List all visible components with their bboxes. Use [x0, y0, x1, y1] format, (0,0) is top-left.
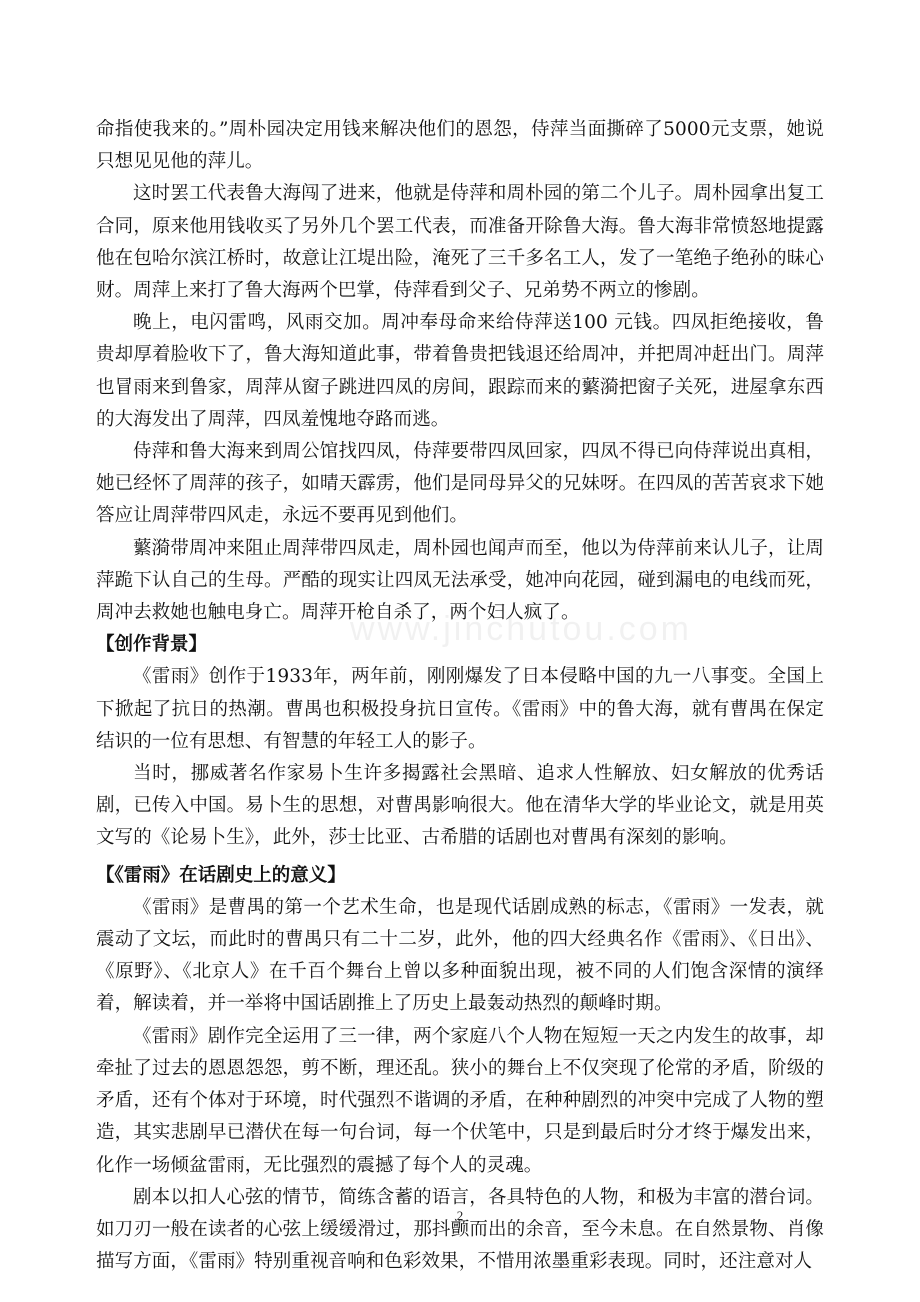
paragraph-strike-scene: 这时罢工代表鲁大海闯了进来，他就是侍萍和周朴园的第二个儿子。周朴园拿出复工合同，原来他用钱收买了另外几个罢工代表，而准备开除鲁大海。鲁大海非常愤怒地提露他在包哈尔滨江桥时，故意让江堤出险，淹死了三千多名工人，发了一笔绝子绝孙的昧心财。周萍上来打了鲁大海两个巴掌，侍萍看到父子、兄弟势不两立的惨剧。 [96, 183, 824, 302]
section-heading-background: 【创作背景】 [96, 634, 208, 656]
paragraph-storm-night: 晚上，电闪雷鸣，风雨交加。周冲奉母命来给侍萍送100 元钱。四凤拒绝接收，鲁贵却厚着脸收下了，鲁大海知道此事，带着鲁贵把钱退还给周冲，并把周冲赶出门。周萍也冒雨来到鲁家，周萍从窗子跳进四凤的房间，跟踪而来的蘩漪把窗子关死，进屋拿东西的大海发出了周萍，四凤羞愧地夺路而逃。 [96, 312, 824, 430]
document-page [96, 114, 824, 1278]
paragraph-significance-1: 《雷雨》是曹禺的第一个艺术生命，也是现代话剧成熟的标志，《雷雨》一发表，就震动了文坛，而此时的曹禺只有二十二岁，此外，他的四大经典名作《雷雨》、《日出》、《原野》、《北京人》在千百个舞台上曾以多种面貌出现，被不同的人们饱含深情的演绎着，解读着，并一举将中国话剧推上了历史上最轰动热烈的颠峰时期。 [96, 896, 824, 1015]
paragraph-background-2: 当时，挪威著名作家易卜生许多揭露社会黑暗、追求人性解放、妇女解放的优秀话剧，已传入中国。易卜生的思想，对曹禺影响很大。他在清华大学的毕业论文，就是用英文写的《论易卜生》，此外，莎士比亚、古希腊的话剧也对曹禺有深刻的影响。 [96, 763, 824, 849]
paragraph-significance-3: 剧本以扣人心弦的情节，简练含蓄的语言，各具特色的人物，和极为丰富的潜台词。如刀刃一般在读者的心弦上缓缓滑过，那抖颤而出的余音，至今未息。在自然景物、肖像描写方面，《雷雨》特别重视音响和色彩效果，不惜用浓墨重彩表现。同时，还注意对人 [96, 1186, 824, 1273]
paragraph-continuation: 命指使我来的。”周朴园决定用钱来解决他们的恩怨，侍萍当面撕碎了5000元支票，她说只想见见他的萍儿。 [96, 119, 824, 173]
paragraph-background-1: 《雷雨》创作于1933年，两年前，刚刚爆发了日本侵略中国的九一八事变。全国上下掀起了抗日的热潮。曹禺也积极投身抗日宣传。《雷雨》中的鲁大海，就有曹禺在保定结识的一位有思想、有智慧的年轻工人的影子。 [96, 666, 824, 752]
paragraph-tragedy-ending: 蘩漪带周冲来阻止周萍带四凤走，周朴园也闻声而至，他以为侍萍前来认儿子，让周萍跪下认自己的生母。严酷的现实让四凤无法承受，她冲向花园，碰到漏电的电线而死，周冲去救她也触电身亡。周萍开枪自杀了，两个妇人疯了。 [96, 537, 824, 624]
paragraph-truth-revealed: 侍萍和鲁大海来到周公馆找四凤，侍萍要带四凤回家，四凤不得已向侍萍说出真相，她已经怀了周萍的孩子，如晴天霹雳，他们是同母异父的兄妹呀。在四凤的苦苦哀求下她答应让周萍带四风走，永远不要再见到他们。 [96, 441, 824, 527]
section-heading-significance: 【《雷雨》在话剧史上的意义】 [96, 864, 346, 886]
page-number: 2 [456, 1208, 464, 1223]
paragraph-significance-2: 《雷雨》剧作完全运用了三一律，两个家庭八个人物在短短一天之内发生的故事，却牵扯了过去的恩恩怨怨，剪不断，理还乱。狭小的舞台上不仅突现了伦常的矛盾，阶级的矛盾，还有个体对于环境，时代强烈不谐调的矛盾，在种种剧烈的冲突中完成了人物的塑造，其实悲剧早已潜伏在每一句台词，每一个伏笔中，只是到最后时分才终于爆发出来，化作一场倾盆雷雨，无比强烈的震撼了每个人的灵魂。 [96, 1025, 824, 1176]
watermark: www.jinchutou.com [350, 610, 693, 648]
